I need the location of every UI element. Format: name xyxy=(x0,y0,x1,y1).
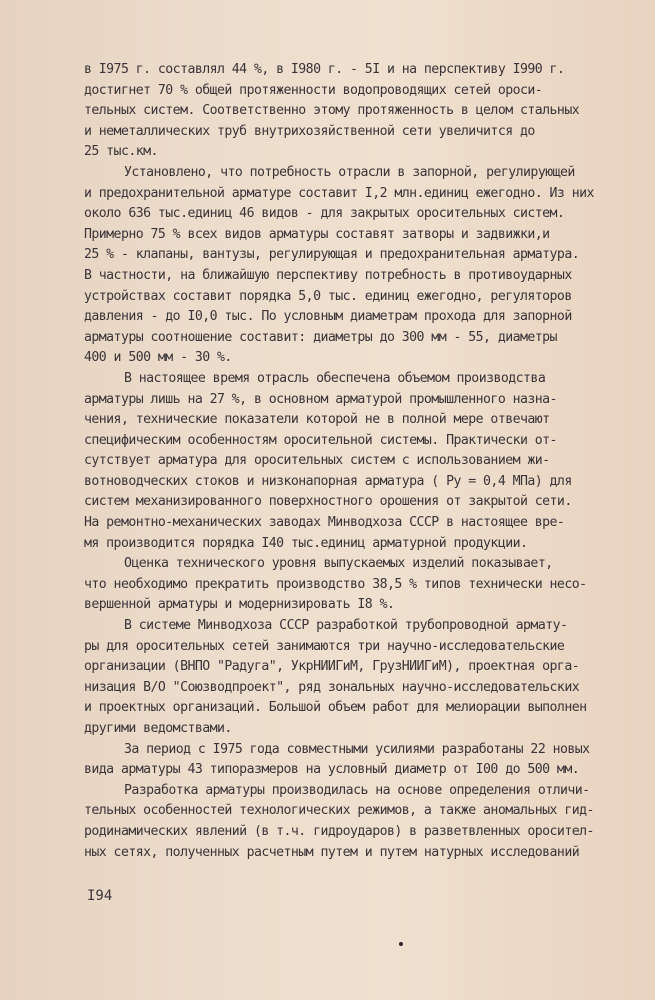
text-line: Примерно 75 % всех видов арматуры составят затворы и задвижки,и xyxy=(84,226,550,242)
page-number: I94 xyxy=(87,888,113,904)
text-line: другими ведомствами. xyxy=(84,721,232,736)
text-line: давления - до I0,0 тыс. По условным диаметрам прохода для запорной xyxy=(84,309,572,325)
text-line: арматуры соотношение составит: диаметры до 300 мм - 55, диаметры xyxy=(84,329,557,345)
text-line: родинамических явлений (в т.ч. гидроударов) в разветвленных оросител- xyxy=(84,823,594,839)
text-line: 25 тыс.км. xyxy=(84,144,158,160)
text-line: специфическим особенностям оросительной системы. Практически от- xyxy=(84,432,557,448)
text-line: организации (ВНПО "Радуга", УкрНИИГиМ, ГрузНИИГиМ), проектная орга- xyxy=(84,659,580,675)
text-line: в I975 г. составлял 44 %, в I980 г. - 5I и на перспективу I990 г. xyxy=(84,62,565,77)
text-line: и предохранительной арматуре составит I,2 млн.единиц ежегодно. Из них xyxy=(84,185,594,201)
text-line: 400 и 500 мм - 30 %. xyxy=(84,350,232,366)
text-line: и проектных организаций. Большой объем работ для мелиорации выполнен xyxy=(84,700,587,716)
ink-spot xyxy=(399,942,403,946)
text-line: и неметаллических труб внутрихозяйственной сети увеличится до xyxy=(84,123,535,139)
text-line: вотноводческих стоков и низконапорная арматура ( Pу = 0,4 МПа) для xyxy=(84,473,572,489)
text-line: чения, технические показатели которой не в полной мере отвечают xyxy=(84,412,550,428)
text-line: низация В/О "Союзводпроект", ряд зональных научно-исследовательских xyxy=(84,679,580,695)
text-line: около 636 тыс.единиц 46 видов - для закрытых оросительных систем. xyxy=(84,206,565,222)
text-line: достигнет 70 % общей протяженности водопроводящих сетей ороси- xyxy=(84,82,543,98)
text-line: мя производится порядка I40 тыс.единиц арматурной продукции. xyxy=(84,535,528,551)
text-line: вида арматуры 43 типоразмеров на условный диаметр от I00 до 500 мм. xyxy=(84,762,580,778)
text-line: систем механизированного поверхностного орошения от закрытой сети. xyxy=(84,494,572,510)
text-line: На ремонтно-механических заводах Минводхоза СССР в настоящее вре- xyxy=(84,515,565,531)
paragraph-start: Установлено, что потребность отрасли в запорной, регулирующей xyxy=(124,164,575,180)
text-line: вершенной арматуры и модернизировать I8 %. xyxy=(84,597,395,613)
text-line: устройствах составит порядка 5,0 тыс. единиц ежегодно, регуляторов xyxy=(84,288,572,304)
text-line: тельных особенностей технологических режимов, а также аномальных гид- xyxy=(84,803,594,819)
text-line: ры для оросительных сетей занимаются три научно-исследовательские xyxy=(84,638,565,654)
paragraph-start: Разработка арматуры производилась на основе определения отличи- xyxy=(124,782,590,798)
text-line: арматуры лишь на 27 %, в основном арматурой промышленного назна- xyxy=(84,391,557,407)
paragraph-start: В системе Минводхоза СССР разработкой трубопроводной армату- xyxy=(124,618,568,634)
paragraph-start: В настоящее время отрасль обеспечена объемом производства xyxy=(124,370,546,386)
text-line: что необходимо прекратить производство 38,5 % типов технически несо- xyxy=(84,576,587,592)
paragraph-start: Оценка технического уровня выпускаемых изделий показывает, xyxy=(124,556,553,572)
text-line: В частности, на ближайшую перспективу потребность в противоударных xyxy=(84,267,572,283)
text-line: сутствует арматура для оросительных систем с использованием жи- xyxy=(84,453,550,469)
text-line: 25 % - клапаны, вантузы, регулирующая и предохранительная арматура. xyxy=(84,247,580,263)
body-text xyxy=(84,60,655,863)
paragraph-start: За период с I975 года совместными усилиями разработаны 22 новых xyxy=(124,741,590,757)
text-line: ных сетях, полученных расчетным путем и путем натурных исследований xyxy=(84,844,580,860)
text-line: тельных систем. Соответственно этому протяженность в целом стальных xyxy=(84,103,580,119)
